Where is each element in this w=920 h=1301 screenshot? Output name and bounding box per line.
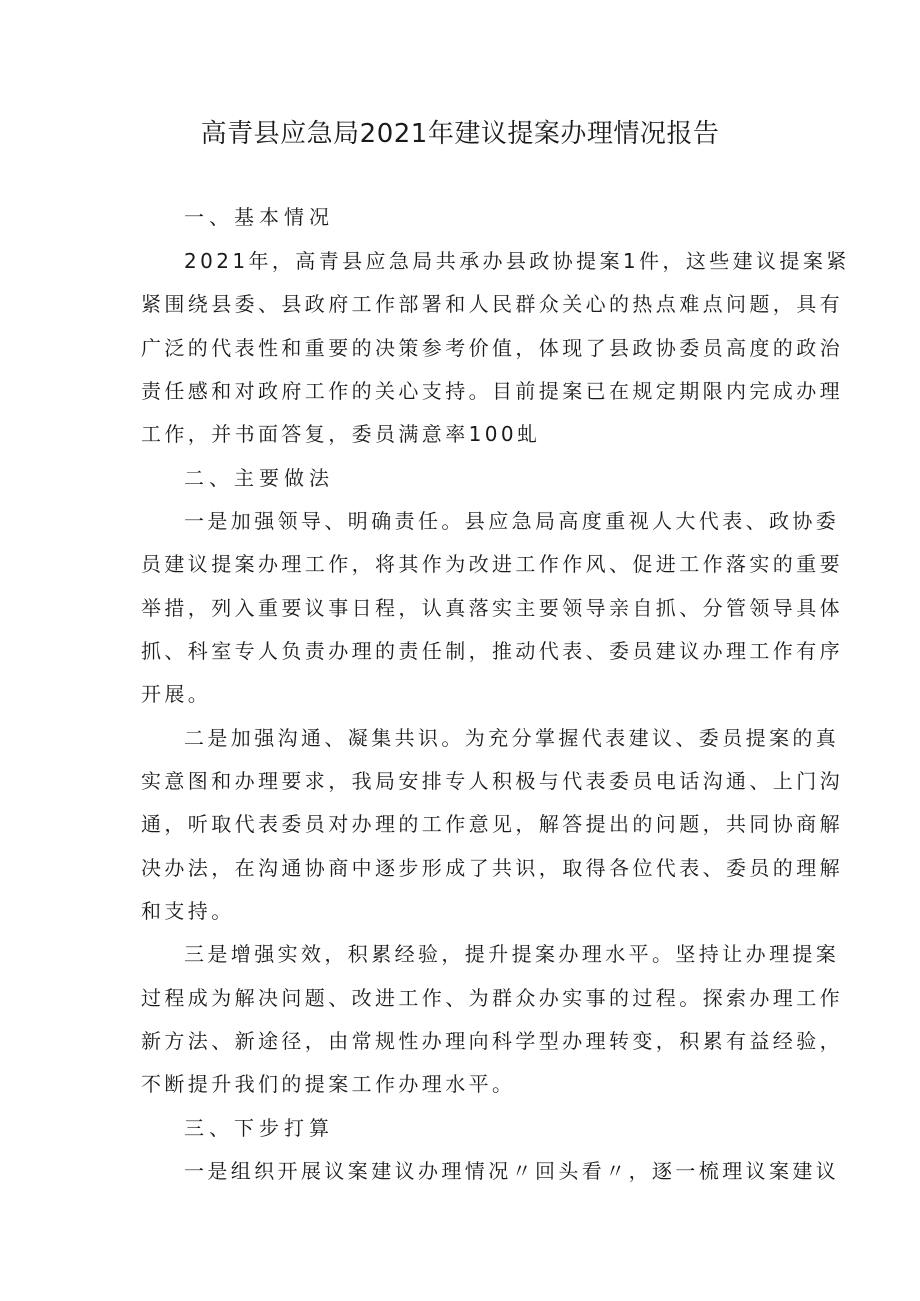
text-line: 紧围绕县委、县政府工作部署和人民群众关心的热点难点问题，具有 (141, 292, 843, 316)
section-heading: 三、下步打算 (184, 1116, 334, 1140)
section-heading: 二、主要做法 (184, 466, 334, 490)
section-heading: 一、基本情况 (184, 205, 334, 229)
text-line: 新方法、新途径，由常规性办理向科学型办理转变，积累有益经验， (141, 1029, 843, 1053)
text-line: 责任感和对政府工作的关心支持。目前提案已在规定期限内完成办理 (141, 379, 843, 403)
document-title: 高青县应急局2021年建议提案办理情况报告 (200, 119, 720, 149)
text-line: 和支持。 (141, 899, 235, 923)
text-line: 举措，列入重要议事日程，认真落实主要领导亲自抓、分管领导具体 (141, 596, 843, 620)
text-line: 决办法，在沟通协商中逐步形成了共识，取得各位代表、委员的理解 (141, 856, 843, 880)
text-line: 通，听取代表委员对办理的工作意见，解答提出的问题，共同协商解 (141, 812, 843, 836)
text-line: 二是加强沟通、凝集共识。为充分掌握代表建议、委员提案的真 (184, 726, 840, 750)
text-line: 抓、科室专人负责办理的责任制，推动代表、委员建议办理工作有序 (141, 639, 843, 663)
text-line: 过程成为解决问题、改进工作、为群众办实事的过程。探索办理工作 (141, 986, 843, 1010)
text-line: 2021年，高青县应急局共承办县政协提案1件，这些建议提案紧 (184, 249, 850, 273)
text-line: 实意图和办理要求，我局安排专人积极与代表委员电话沟通、上门沟 (141, 769, 843, 793)
text-line: 开展。 (141, 682, 212, 706)
text-line: 员建议提案办理工作，将其作为改进工作作风、促进工作落实的重要 (141, 552, 843, 576)
text-line: 广泛的代表性和重要的决策参考价值，体现了县政协委员高度的政治 (141, 336, 843, 360)
text-line: 工作，并书面答复，委员满意率100虬 (141, 422, 541, 446)
text-line: 一是加强领导、明确责任。县应急局高度重视人大代表、政协委 (184, 509, 840, 533)
text-line: 不断提升我们的提案工作办理水平。 (141, 1072, 516, 1096)
text-line: 三是增强实效，积累经验，提升提案办理水平。坚持让办理提案 (184, 942, 840, 966)
text-line: 一是组织开展议案建议办理情况〃回头看〃，逐一梳理议案建议 (184, 1159, 840, 1183)
